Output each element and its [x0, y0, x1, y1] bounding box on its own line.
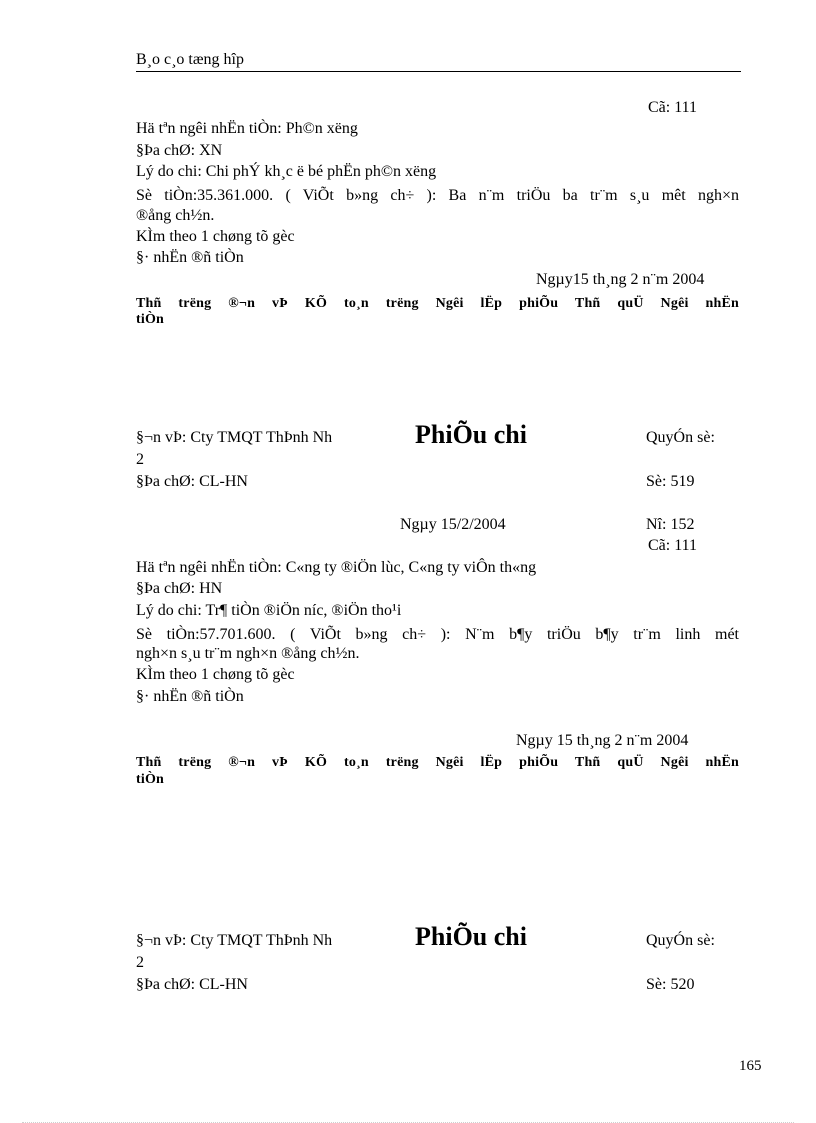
signature-titles: Thñ trëng ®¬n vÞ KÕ to¸n trëng Ngêi lËp phiÕu Thñ quÜ Ngêi nhËn: [136, 755, 739, 770]
signature-titles-cont: tiÒn: [136, 772, 165, 787]
unit-name: §¬n vÞ: Cty TMQT ThÞnh Nh: [136, 429, 333, 446]
unit-name-cont: 2: [136, 954, 144, 971]
money-received: §· nhËn ®ñ tiÒn: [136, 249, 244, 266]
attached-documents: KÌm theo 1 chøng tõ gèc: [136, 666, 295, 683]
amount-line-2: ngh×n s¸u tr¨m ngh×n ®ång ch½n.: [136, 645, 360, 662]
attached-documents: KÌm theo 1 chøng tõ gèc: [136, 228, 295, 245]
signature-titles-cont: tiÒn: [136, 312, 165, 327]
signing-date: Ngµy15 th¸ng 2 n¨m 2004: [536, 271, 705, 288]
debit-account: Nî: 152: [646, 516, 695, 533]
signature-titles: Thñ trëng ®¬n vÞ KÕ to¸n trëng Ngêi lËp phiÕu Thñ quÜ Ngêi nhËn: [136, 296, 739, 311]
recipient-address: §Þa chØ: HN: [136, 580, 223, 597]
unit-name-cont: 2: [136, 451, 144, 468]
recipient-address: §Þa chØ: XN: [136, 142, 223, 159]
payment-reason: Lý do chi: Tr¶ tiÒn ®iÖn níc, ®iÖn tho¹i: [136, 602, 402, 619]
header-rule: [136, 71, 741, 72]
unit-name: §¬n vÞ: Cty TMQT ThÞnh Nh: [136, 932, 333, 949]
voucher-title: PhiÕu chi: [415, 922, 527, 951]
recipient-name: Hä tªn ngêi nhËn tiÒn: C«ng ty ®iÖn lùc, C«ng ty viÔn th«ng: [136, 559, 537, 576]
amount-line-1: Sè tiÒn:35.361.000. ( ViÕt b»ng ch÷ ): Ba n¨m triÖu ba tr¨m s¸u mêt ngh×n: [136, 187, 739, 204]
voucher-title: PhiÕu chi: [415, 420, 527, 449]
book-number-label: QuyÓn sè:: [646, 932, 715, 949]
recipient-name: Hä tªn ngêi nhËn tiÒn: Ph©n xëng: [136, 120, 358, 137]
amount-line-1: Sè tiÒn:57.701.600. ( ViÕt b»ng ch÷ ): N¨m b¶y triÖu b¶y tr¨m linh mét: [136, 626, 739, 643]
amount-line-2: ®ång ch½n.: [136, 207, 215, 224]
signing-date: Ngµy 15 th¸ng 2 n¨m 2004: [516, 732, 689, 749]
page-number: 165: [739, 1058, 762, 1074]
money-received: §· nhËn ®ñ tiÒn: [136, 688, 244, 705]
unit-address: §Þa chØ: CL-HN: [136, 473, 248, 490]
voucher-number: Sè: 519: [646, 473, 695, 490]
payment-reason: Lý do chi: Chi phÝ kh¸c ë bé phËn ph©n xëng: [136, 163, 437, 180]
document-header-title: B¸o c¸o tæng hîp: [136, 51, 244, 68]
book-number-label: QuyÓn sè:: [646, 429, 715, 446]
credit-account: Cã: 111: [648, 537, 698, 554]
voucher-number: Sè: 520: [646, 976, 695, 993]
credit-account: Cã: 111: [648, 99, 698, 116]
unit-address: §Þa chØ: CL-HN: [136, 976, 248, 993]
voucher-date: Ngµy 15/2/2004: [400, 516, 506, 533]
